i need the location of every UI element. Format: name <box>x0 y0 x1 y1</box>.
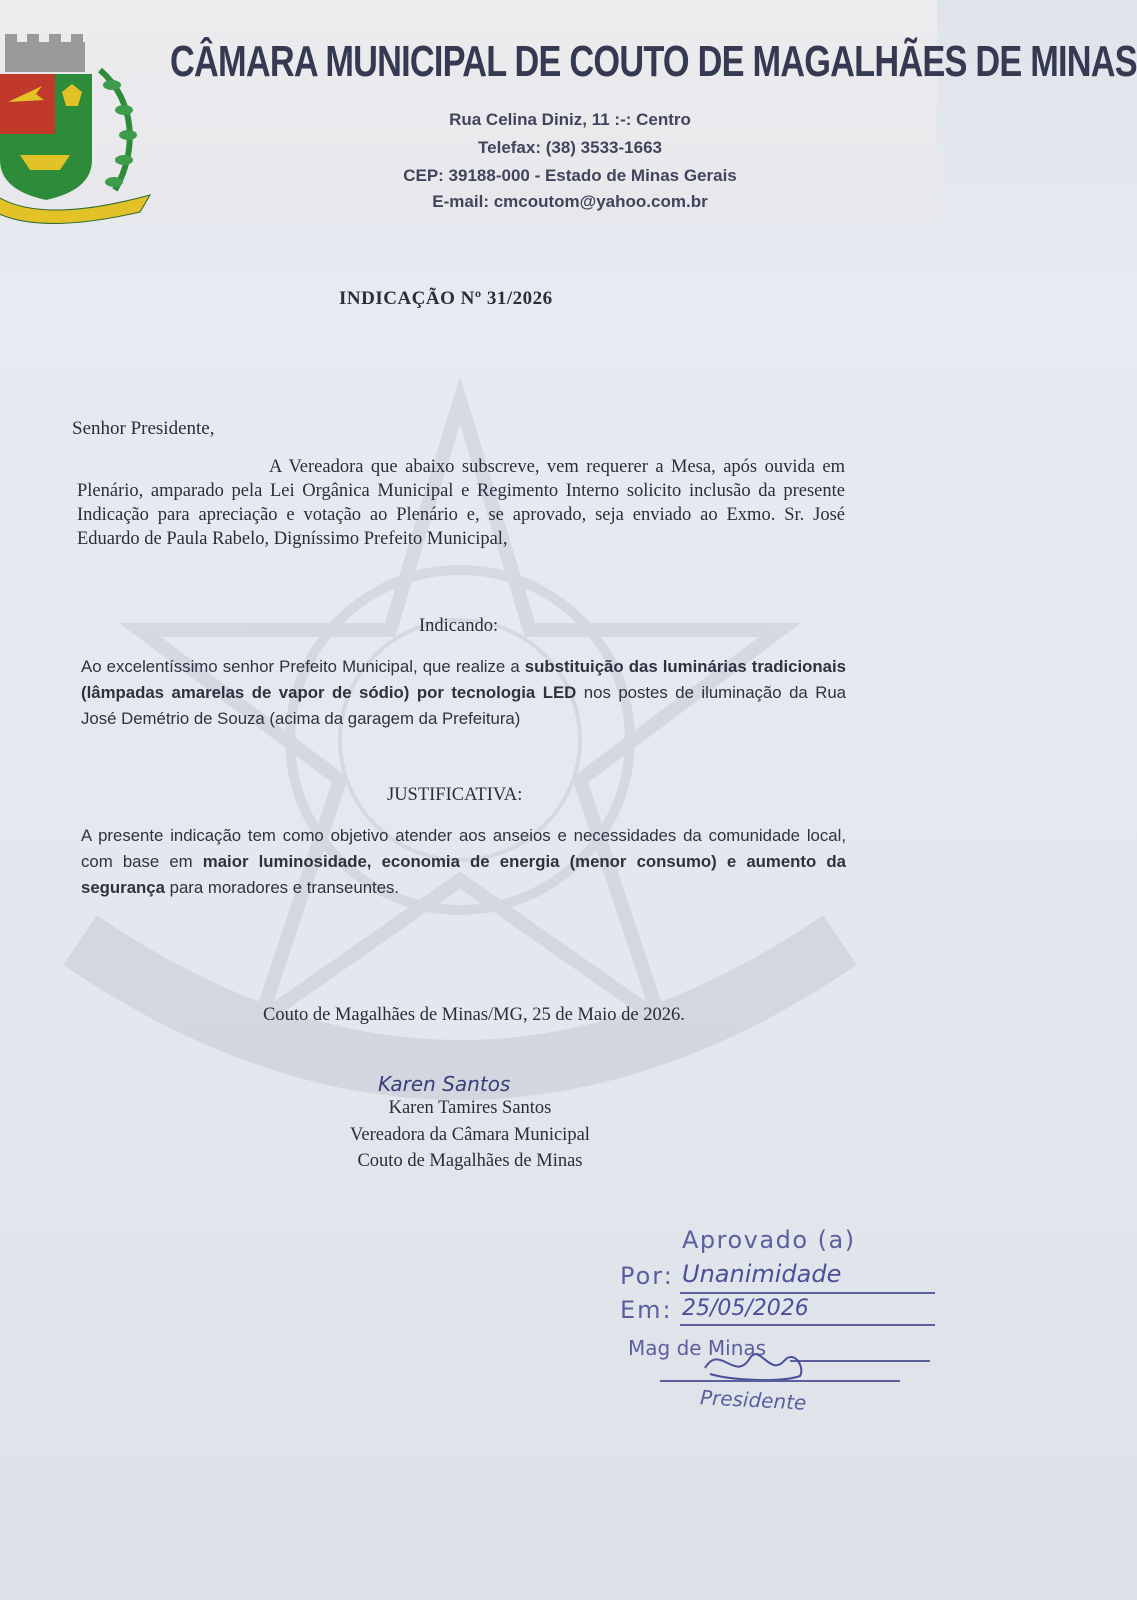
chamber-name: CÂMARA MUNICIPAL DE COUTO DE MAGALHÃES DE MINAS <box>170 37 1137 86</box>
indicando-lead: Ao excelentíssimo senhor Prefeito Municipal, que realize a <box>81 657 525 676</box>
justificativa-tail: para moradores e transeuntes. <box>164 878 400 897</box>
stamp-sign-underline <box>660 1380 900 1382</box>
stamp-mag-underline <box>790 1360 930 1362</box>
municipal-crest-logo <box>0 30 150 220</box>
stamp-por-value: Unanimidade <box>682 1260 842 1288</box>
stamp-approved: Aprovado (a) <box>682 1226 856 1254</box>
stamp-em-underline <box>680 1324 935 1326</box>
indicando-bold: substituição das luminárias tradicionais (lâmpadas amarelas de vapor de sódio) por tecnologia LED <box>81 657 846 702</box>
place-date: Couto de Magalhães de Minas/MG, 25 de Maio de 2026. <box>263 1005 685 1025</box>
stamp-em-label: Em: <box>620 1296 673 1324</box>
document-title: INDICAÇÃO Nº 31/2026 <box>339 288 553 309</box>
stamp-por-underline <box>680 1292 935 1294</box>
indicando-paragraph <box>81 654 846 732</box>
stamp-presidente: Presidente <box>699 1385 807 1415</box>
letterhead <box>0 0 1137 222</box>
stamp-por-label: Por: <box>620 1262 674 1290</box>
stamp-mag: Mag de Minas <box>628 1336 767 1360</box>
justificativa-heading: JUSTIFICATIVA: <box>387 785 523 805</box>
handwritten-signature: Karen Santos <box>378 1072 511 1096</box>
justificativa-lead: A presente indicação tem como objetivo atender aos anseios e necessidades da comunidade local, com base em <box>81 826 846 871</box>
phone: Telefax: (38) 3533-1663 <box>478 138 662 157</box>
approval-stamp <box>600 1220 937 1440</box>
email: E-mail: cmcoutom@yahoo.com.br <box>432 192 708 211</box>
signer-name: Karen Tamires Santos <box>388 1098 552 1118</box>
indicando-tail: nos postes de iluminação da Rua José Demétrio de Souza (acima da garagem da Prefeitura) <box>81 683 847 728</box>
signer-role: Vereadora da Câmara Municipal <box>350 1125 590 1145</box>
indicando-heading: Indicando: <box>419 616 499 636</box>
stamp-em-value: 25/05/2026 <box>682 1296 809 1321</box>
address: Rua Celina Diniz, 11 :-: Centro <box>449 110 691 129</box>
justificativa-paragraph <box>81 823 846 901</box>
cep: CEP: 39188-000 - Estado de Minas Gerais <box>403 166 737 185</box>
signer-city: Couto de Magalhães de Minas <box>357 1151 583 1171</box>
justificativa-bold: maior luminosidade, economia de energia (menor consumo) e aumento da segurança <box>81 852 846 897</box>
request-paragraph: A Vereadora que abaixo subscreve, vem requerer a Mesa, após ouvida em Plenário, amparado pela Lei Orgânica Municipal e Regimento Interno solicito inclusão da presente Indicação para apreciação e votação ao Plenário e, se aprovado, seja enviado ao Exmo. Sr. José Eduardo de Paula Rabelo, Digníssimo Prefeito Municipal, <box>77 457 845 549</box>
salutation: Senhor Presidente, <box>72 418 215 439</box>
